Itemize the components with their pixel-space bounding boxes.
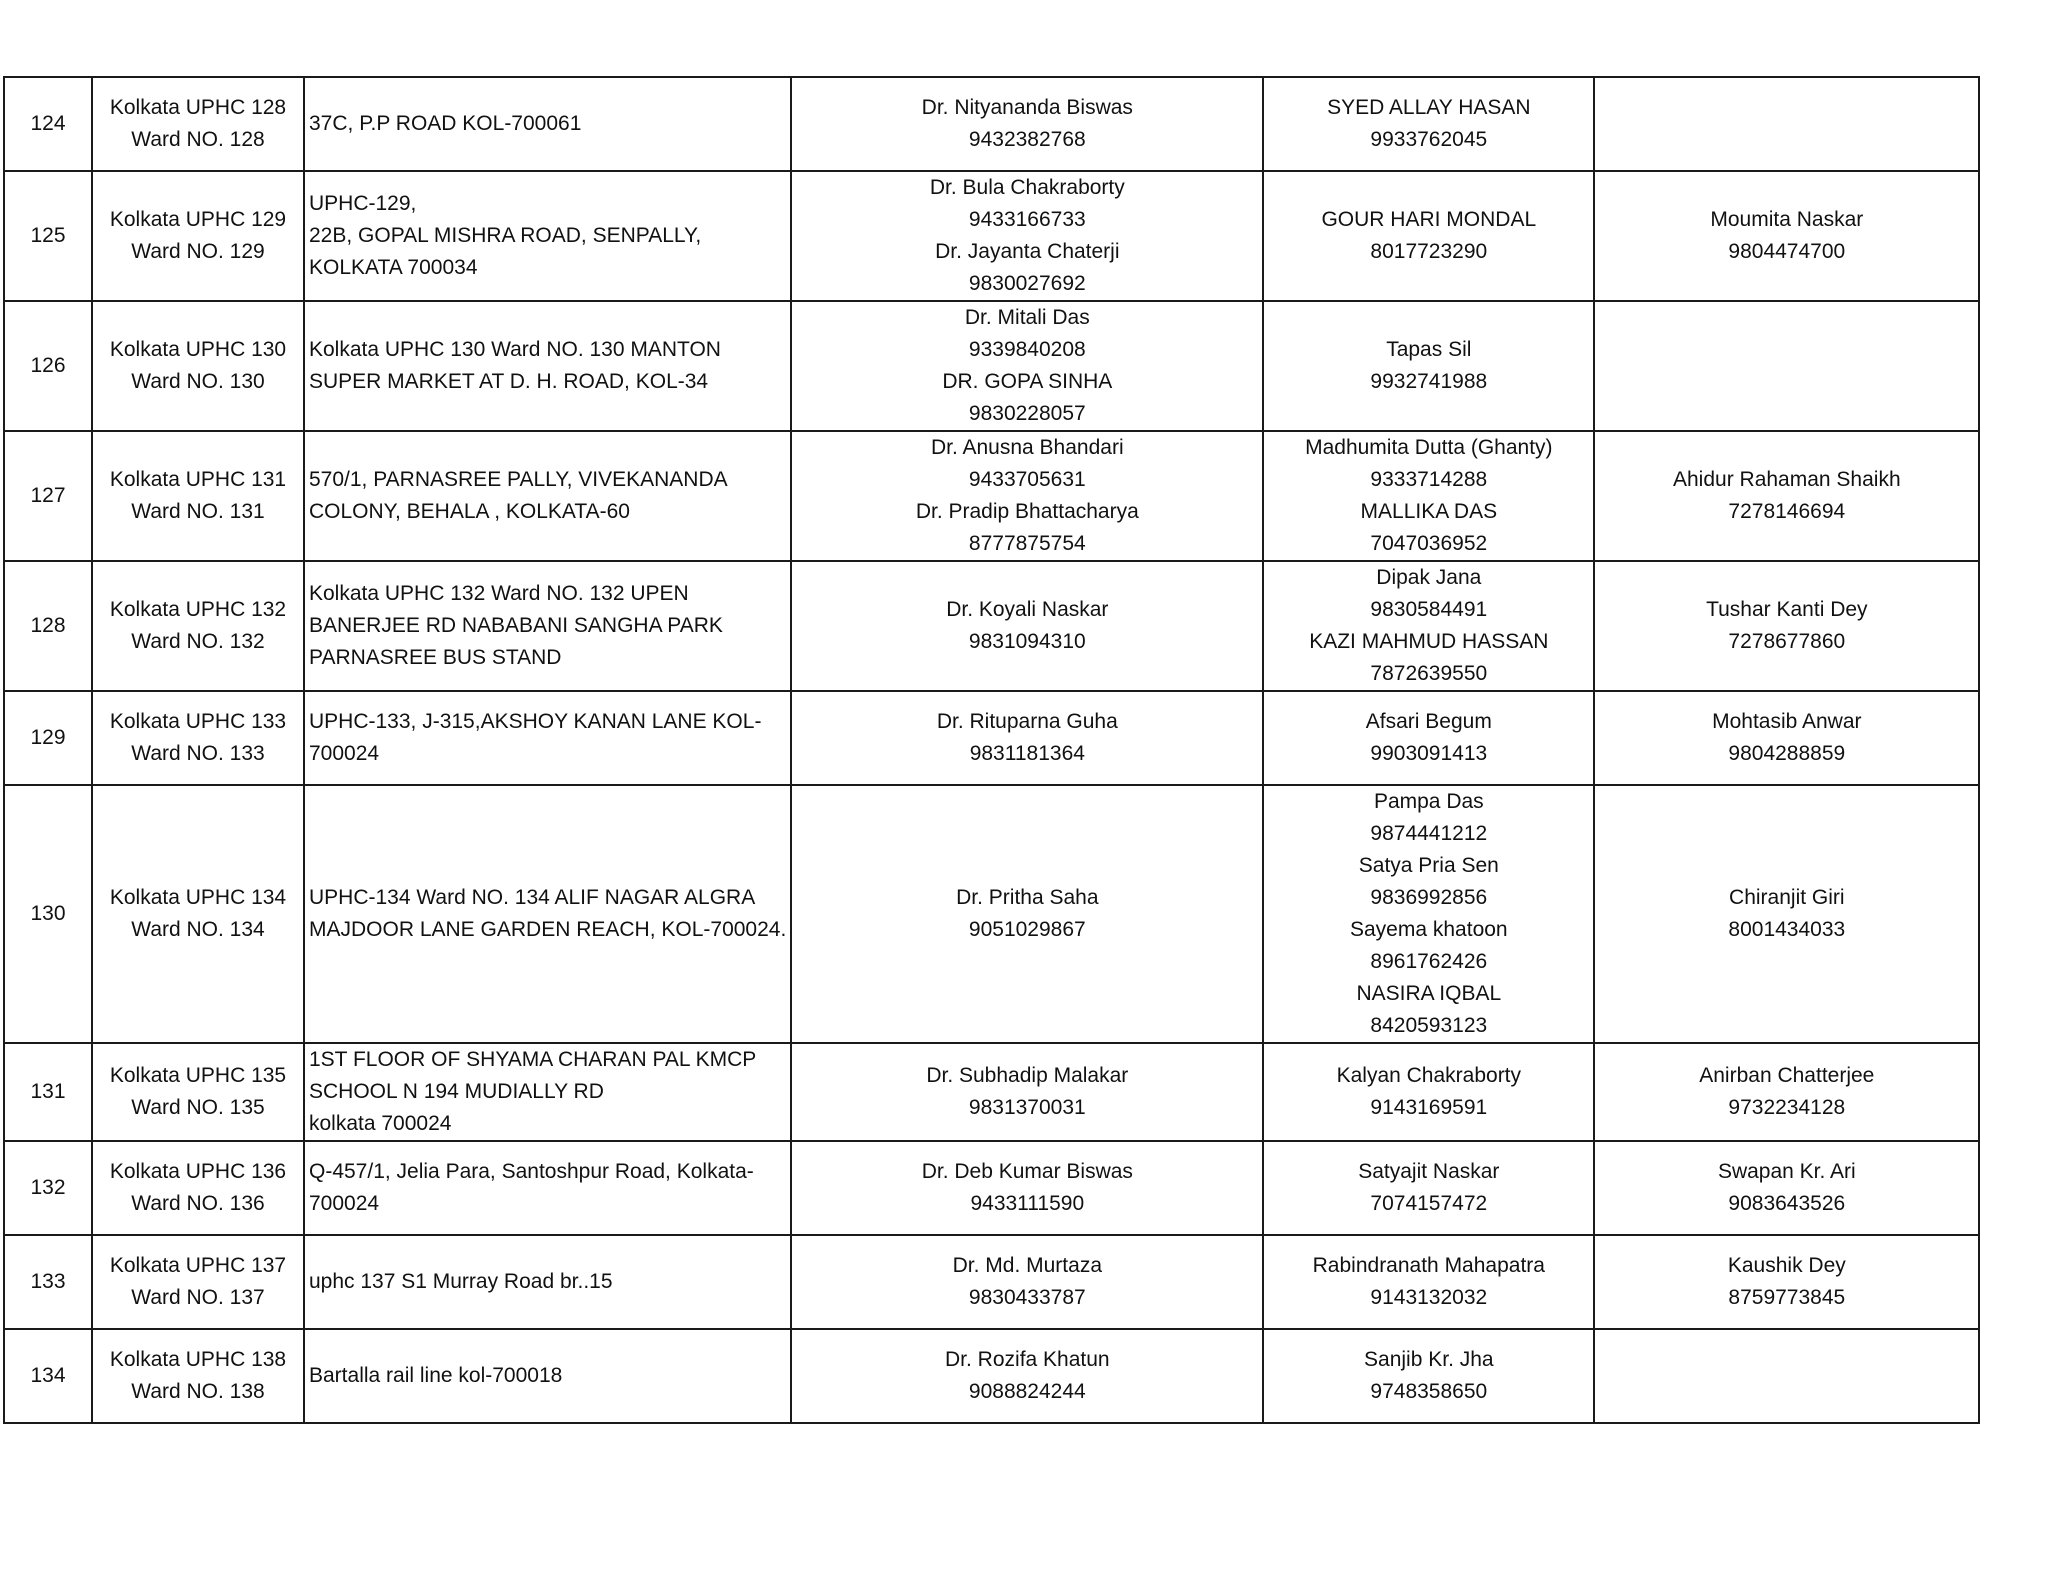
uphc-line: Ward NO. 128 (131, 128, 265, 151)
address-line: 700024 (309, 742, 380, 765)
staff-line: Sayema khatoon (1350, 918, 1508, 941)
staff-line: KAZI MAHMUD HASSAN (1309, 630, 1549, 653)
uphc-line: Ward NO. 136 (131, 1192, 265, 1215)
address-line: 37C, P.P ROAD KOL-700061 (309, 112, 582, 135)
medical-officer-line: 9088824244 (968, 1380, 1086, 1403)
medical-officer-line: Dr. Subhadip Malakar (926, 1064, 1129, 1087)
staff-line: 9830584491 (1370, 598, 1488, 621)
medical-officer-line: DR. GOPA SINHA (942, 370, 1113, 393)
medical-officer-line: 9051029867 (968, 918, 1086, 941)
medical-officer-line: Dr. Koyali Naskar (946, 598, 1109, 621)
contact-cell (1594, 1141, 1979, 1235)
staff-cell (1263, 431, 1594, 561)
contact-line: Tushar Kanti Dey (1706, 598, 1868, 621)
address-line: SCHOOL N 194 MUDIALLY RD (309, 1080, 604, 1103)
uphc-line: Kolkata UPHC 138 (109, 1348, 287, 1371)
uphc-line: Kolkata UPHC 130 (109, 338, 287, 361)
sl-no-line: 132 (30, 1176, 66, 1199)
staff-line: 9874441212 (1370, 822, 1488, 845)
address-line: 570/1, PARNASREE PALLY, VIVEKANANDA (309, 468, 728, 491)
address-line: KOLKATA 700034 (309, 256, 478, 279)
medical-officer-line: Dr. Pritha Saha (956, 886, 1099, 909)
staff-line: Rabindranath Mahapatra (1312, 1254, 1545, 1277)
medical-officer-line: Dr. Rituparna Guha (936, 710, 1118, 733)
contact-line: Moumita Naskar (1710, 208, 1864, 231)
staff-line: 9932741988 (1370, 370, 1488, 393)
uphc-cell (92, 77, 304, 171)
staff-line: 9748358650 (1370, 1380, 1488, 1403)
sl-no-cell (4, 77, 92, 171)
medical-officer-line: Dr. Mitali Das (964, 306, 1090, 329)
uphc-line: Kolkata UPHC 133 (109, 710, 287, 733)
medical-officer-line: 9830228057 (968, 402, 1086, 425)
address-line: COLONY, BEHALA , KOLKATA-60 (309, 500, 630, 523)
medical-officer-cell (791, 561, 1263, 691)
contact-cell (1594, 691, 1979, 785)
medical-officer-line: Dr. Bula Chakraborty (929, 176, 1125, 199)
staff-line: Satya Pria Sen (1358, 854, 1499, 877)
medical-officer-cell (791, 77, 1263, 171)
sl-no-cell (4, 1235, 92, 1329)
medical-officer-line: 9433166733 (968, 208, 1086, 231)
uphc-cell (92, 431, 304, 561)
contact-cell (1594, 431, 1979, 561)
staff-cell (1263, 691, 1594, 785)
table-row (4, 1043, 1979, 1141)
address-cell (304, 691, 791, 785)
address-cell (304, 1235, 791, 1329)
address-cell (304, 1043, 791, 1141)
sl-no-line: 127 (30, 484, 66, 507)
address-line: uphc 137 S1 Murray Road br..15 (309, 1270, 613, 1293)
uphc-line: Kolkata UPHC 136 (109, 1160, 287, 1183)
sl-no-cell (4, 1329, 92, 1423)
uphc-line: Ward NO. 131 (131, 500, 265, 523)
sl-no-cell (4, 1043, 92, 1141)
uphc-line: Ward NO. 138 (131, 1380, 265, 1403)
sl-no-line: 134 (30, 1364, 66, 1387)
table-row (4, 1141, 1979, 1235)
address-line: UPHC-134 Ward NO. 134 ALIF NAGAR ALGRA (309, 886, 756, 909)
uphc-cell (92, 171, 304, 301)
staff-line: SYED ALLAY HASAN (1327, 96, 1531, 119)
medical-officer-line: Dr. Rozifa Khatun (945, 1348, 1110, 1371)
sl-no-cell (4, 431, 92, 561)
staff-line: 9143169591 (1370, 1096, 1488, 1119)
table-row (4, 1235, 1979, 1329)
sl-no-line: 131 (30, 1080, 66, 1103)
contact-line: 7278146694 (1728, 500, 1846, 523)
sl-no-line: 125 (30, 224, 66, 247)
medical-officer-line: 9831181364 (969, 742, 1085, 765)
uphc-cell (92, 301, 304, 431)
uphc-line: Ward NO. 130 (131, 370, 265, 393)
staff-line: 7047036952 (1370, 532, 1488, 555)
uphc-cell (92, 785, 304, 1043)
uphc-line: Kolkata UPHC 128 (109, 96, 287, 119)
contact-cell (1594, 1043, 1979, 1141)
table-row (4, 77, 1979, 171)
medical-officer-cell (791, 691, 1263, 785)
address-line: PARNASREE BUS STAND (309, 646, 562, 669)
uphc-line: Kolkata UPHC 129 (109, 208, 287, 231)
medical-officer-line: 9433705631 (968, 468, 1086, 491)
address-cell (304, 171, 791, 301)
address-cell (304, 785, 791, 1043)
uphc-line: Ward NO. 129 (131, 240, 265, 263)
address-line: 1ST FLOOR OF SHYAMA CHARAN PAL KMCP (309, 1048, 757, 1071)
uphc-line: Kolkata UPHC 135 (109, 1064, 287, 1087)
medical-officer-cell (791, 431, 1263, 561)
address-cell (304, 77, 791, 171)
uphc-line: Ward NO. 133 (131, 742, 265, 765)
sl-no-line: 133 (30, 1270, 66, 1293)
contact-cell (1594, 171, 1979, 301)
staff-line: MALLIKA DAS (1360, 500, 1498, 523)
contact-line: Chiranjit Giri (1729, 886, 1845, 909)
medical-officer-cell (791, 1235, 1263, 1329)
contact-line: Kaushik Dey (1727, 1254, 1846, 1277)
address-line: Bartalla rail line kol-700018 (309, 1364, 563, 1387)
medical-officer-line: 9831094310 (968, 630, 1086, 653)
table-row (4, 1329, 1979, 1423)
table-row (4, 691, 1979, 785)
contact-cell (1594, 1329, 1979, 1423)
staff-cell (1263, 785, 1594, 1043)
uphc-cell (92, 561, 304, 691)
table-row (4, 431, 1979, 561)
staff-line: 9143132032 (1370, 1286, 1488, 1309)
contact-line: 9083643526 (1728, 1192, 1846, 1215)
staff-cell (1263, 1329, 1594, 1423)
contact-line: 9732234128 (1728, 1096, 1846, 1119)
uphc-line: Ward NO. 132 (131, 630, 265, 653)
address-cell (304, 1329, 791, 1423)
contact-line: 9804474700 (1728, 240, 1846, 263)
contact-cell (1594, 77, 1979, 171)
uphc-cell (92, 691, 304, 785)
staff-line: 7074157472 (1370, 1192, 1488, 1215)
contact-cell (1594, 785, 1979, 1043)
table-body (4, 77, 1979, 1423)
medical-officer-line: Dr. Nityananda Biswas (921, 96, 1133, 119)
medical-officer-line: Dr. Pradip Bhattacharya (915, 500, 1139, 523)
medical-officer-cell (791, 1329, 1263, 1423)
staff-line: 8420593123 (1370, 1014, 1488, 1037)
address-cell (304, 561, 791, 691)
medical-officer-line: 9339840208 (968, 338, 1086, 361)
staff-line: Afsari Begum (1365, 710, 1492, 733)
table-row (4, 785, 1979, 1043)
sl-no-cell (4, 561, 92, 691)
staff-cell (1263, 171, 1594, 301)
sl-no-cell (4, 691, 92, 785)
medical-officer-cell (791, 1141, 1263, 1235)
medical-officer-line: 9830027692 (968, 272, 1086, 295)
staff-line: 7872639550 (1370, 662, 1488, 685)
medical-officer-line: Dr. Deb Kumar Biswas (921, 1160, 1133, 1183)
staff-line: Madhumita Dutta (Ghanty) (1305, 436, 1553, 459)
staff-line: GOUR HARI MONDAL (1321, 208, 1537, 231)
staff-line: Pampa Das (1373, 790, 1484, 813)
staff-cell (1263, 301, 1594, 431)
address-line: MAJDOOR LANE GARDEN REACH, KOL-700024. (309, 918, 787, 941)
contact-line: Anirban Chatterjee (1699, 1064, 1875, 1087)
staff-line: Tapas Sil (1386, 338, 1472, 361)
staff-line: 9836992856 (1370, 886, 1488, 909)
staff-line: 8961762426 (1370, 950, 1488, 973)
sl-no-cell (4, 171, 92, 301)
address-line: Kolkata UPHC 130 Ward NO. 130 MANTON (309, 338, 721, 361)
contact-line: 8001434033 (1728, 918, 1846, 941)
staff-line: 9933762045 (1370, 128, 1488, 151)
staff-line: 8017723290 (1370, 240, 1488, 263)
contact-cell (1594, 561, 1979, 691)
uphc-cell (92, 1235, 304, 1329)
uphc-line: Kolkata UPHC 132 (109, 598, 287, 621)
sl-no-cell (4, 1141, 92, 1235)
sl-no-cell (4, 301, 92, 431)
medical-officer-cell (791, 785, 1263, 1043)
medical-officer-line: 8777875754 (968, 532, 1086, 555)
uphc-line: Kolkata UPHC 131 (109, 468, 287, 491)
table-row (4, 301, 1979, 431)
medical-officer-cell (791, 1043, 1263, 1141)
sl-no-line: 126 (30, 354, 66, 377)
medical-officer-line: 9830433787 (968, 1286, 1086, 1309)
medical-officer-line: 9831370031 (968, 1096, 1086, 1119)
address-line: Kolkata UPHC 132 Ward NO. 132 UPEN (309, 582, 689, 605)
medical-officer-line: Dr. Jayanta Chaterji (935, 240, 1120, 263)
table-row (4, 171, 1979, 301)
staff-line: NASIRA IQBAL (1356, 982, 1502, 1005)
contact-line: 8759773845 (1728, 1286, 1846, 1309)
staff-cell (1263, 77, 1594, 171)
uphc-directory-table (3, 76, 1980, 1424)
contact-line: 9804288859 (1728, 742, 1846, 765)
uphc-line: Kolkata UPHC 137 (109, 1254, 287, 1277)
contact-cell (1594, 301, 1979, 431)
medical-officer-cell (791, 171, 1263, 301)
uphc-line: Ward NO. 137 (131, 1286, 265, 1309)
staff-cell (1263, 1141, 1594, 1235)
address-line: kolkata 700024 (309, 1112, 452, 1135)
contact-line: Ahidur Rahaman Shaikh (1672, 468, 1901, 491)
address-line: UPHC-133, J-315,AKSHOY KANAN LANE KOL- (309, 710, 762, 733)
contact-line: Swapan Kr. Ari (1717, 1160, 1856, 1183)
medical-officer-line: 9432382768 (968, 128, 1086, 151)
contact-cell (1594, 1235, 1979, 1329)
staff-line: Satyajit Naskar (1358, 1160, 1500, 1183)
uphc-line: Ward NO. 135 (131, 1096, 265, 1119)
sl-no-line: 128 (30, 614, 66, 637)
uphc-cell (92, 1141, 304, 1235)
address-line: Q-457/1, Jelia Para, Santoshpur Road, Kolkata- (309, 1160, 754, 1183)
staff-line: Kalyan Chakraborty (1336, 1064, 1522, 1087)
staff-line: 9333714288 (1370, 468, 1488, 491)
staff-cell (1263, 1043, 1594, 1141)
address-line: 700024 (309, 1192, 380, 1215)
contact-line: Mohtasib Anwar (1712, 710, 1862, 733)
contact-line: 7278677860 (1728, 630, 1846, 653)
sl-no-line: 130 (30, 902, 66, 925)
address-line: 22B, GOPAL MISHRA ROAD, SENPALLY, (309, 224, 702, 247)
sl-no-line: 129 (30, 726, 66, 749)
medical-officer-line: 9433111590 (970, 1192, 1085, 1215)
address-line: BANERJEE RD NABABANI SANGHA PARK (309, 614, 723, 637)
uphc-cell (92, 1329, 304, 1423)
medical-officer-line: Dr. Md. Murtaza (952, 1254, 1102, 1277)
medical-officer-cell (791, 301, 1263, 431)
address-line: SUPER MARKET AT D. H. ROAD, KOL-34 (309, 370, 709, 393)
uphc-cell (92, 1043, 304, 1141)
staff-line: 9903091413 (1370, 742, 1488, 765)
staff-line: Sanjib Kr. Jha (1364, 1348, 1494, 1371)
address-cell (304, 301, 791, 431)
sl-no-line: 124 (30, 112, 66, 135)
table-row (4, 561, 1979, 691)
uphc-line: Ward NO. 134 (131, 918, 265, 941)
address-cell (304, 431, 791, 561)
medical-officer-line: Dr. Anusna Bhandari (930, 436, 1124, 459)
staff-cell (1263, 561, 1594, 691)
staff-cell (1263, 1235, 1594, 1329)
address-line: UPHC-129, (309, 192, 417, 215)
staff-line: Dipak Jana (1376, 566, 1482, 589)
uphc-line: Kolkata UPHC 134 (109, 886, 287, 909)
address-cell (304, 1141, 791, 1235)
sl-no-cell (4, 785, 92, 1043)
